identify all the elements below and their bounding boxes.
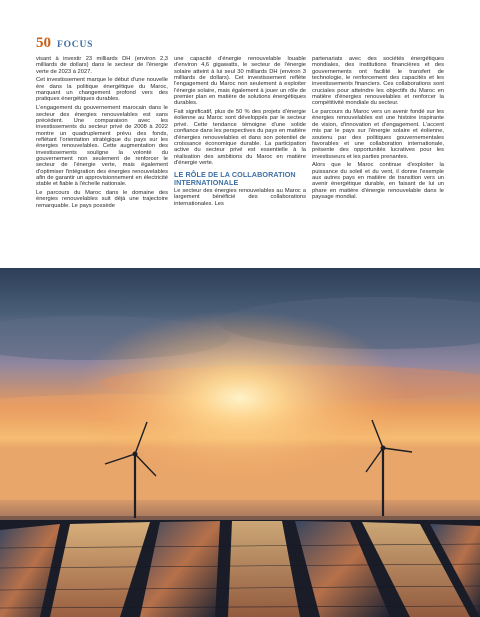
paragraph: visant à investir 23 milliards DH (environ 2,3 milliards de dollars) dans le secteur de l'énergie verte de 2023 à 2027. xyxy=(36,56,168,75)
text-column-2 xyxy=(174,56,306,209)
paragraph: Alors que le Maroc continue d'exploiter la puissance du soleil et du vent, il donne l'exemple aux autres pays en matière de transition vers un avenir énergétique durable, en faisant de lui un phare en matière d'énergie renouvelable dans le paysage mondial. xyxy=(312,162,444,200)
subheading: LE RÔLE DE LA COLLABORATION INTERNATIONALE xyxy=(174,170,296,188)
page-number: 50 xyxy=(36,35,51,51)
paragraph: Le secteur des énergies renouvelables au Maroc a largement bénéficié des collaborations internationales. Les xyxy=(174,187,306,207)
section-title: FOCUS xyxy=(57,40,94,50)
paragraph: Cet investissement marque le début d'une nouvelle ère dans la politique énergétique du Maroc, marquant un changement profond vers des pratiques énergétiques durables. xyxy=(36,77,168,103)
text-column-3 xyxy=(312,56,444,203)
paragraph: partenariats avec des sociétés énergétiques mondiales, des institutions financières et des gouvernements ont facilité le transfert de technologie, le renforcement des capacités et les investissements financiers. Ces collaborations sont cruciales pour atteindre les objectifs du Maroc en matière d'énergies renouvelables et renforcer la compétitivité mondiale du secteur. xyxy=(312,56,444,107)
paragraph: Le parcours du Maroc dans le domaine des énergies renouvelables suit déjà une trajectoire remarquable. Le pays possède xyxy=(36,190,168,209)
solar-panels xyxy=(0,521,480,617)
paragraph: Fait significatif, plus de 50 % des projets d'énergie éolienne au Maroc sont développés par le secteur privé. Cette tendance témoigne d'une solide confiance dans les perspectives du pays en matière d'énergies renouvelables et dans son potentiel de croissance économique durable. La participation active du secteur privé est essentielle à la réalisation des ambitions du Maroc en matière d'énergie verte. xyxy=(174,109,307,166)
wind-solar-photo xyxy=(0,268,480,617)
paragraph: L'engagement du gouvernement marocain dans le secteur des énergies renouvelables est sans précédent. Une comparaison avec les investissements du secteur privé de 2008 à 2022 montre un quadruplement prévu des fonds, reflétant l'orientation stratégique du pays sur les énergies renouvelables. Cette augmentation des investissements souligne la volonté du gouvernement non seulement de renforcer le secteur de l'énergie verte, mais également d'optimiser l'intégration des énergies renouvelables afin de garantir un approvisionnement en électricité stable et fiable à l'échelle nationale. xyxy=(36,105,168,188)
text-column-1 xyxy=(36,56,168,211)
page-header xyxy=(36,35,93,51)
paragraph: une capacité d'énergie renouvelable louable d'environ 4,6 gigawatts, le secteur de l'énergie solaire atteint à lui seul 30 milliards DH (environ 3 milliards de dollars). Cet investissement reflète l'engagement du Maroc non seulement à exploiter l'énergie solaire, mais également à jouer un rôle de premier plan en matière de solutions énergétiques durables. xyxy=(174,56,306,107)
paragraph: Le parcours du Maroc vers un avenir fondé sur les énergies renouvelables est une histoire inspirante de vision, d'innovation et d'engagement. L'accent mis par le pays sur l'énergie solaire et éolienne, soutenu par des politiques gouvernementales favorables et une collaboration internationale, présente des opportunités lucratives pour les investisseurs et les parties prenantes. xyxy=(312,109,444,160)
